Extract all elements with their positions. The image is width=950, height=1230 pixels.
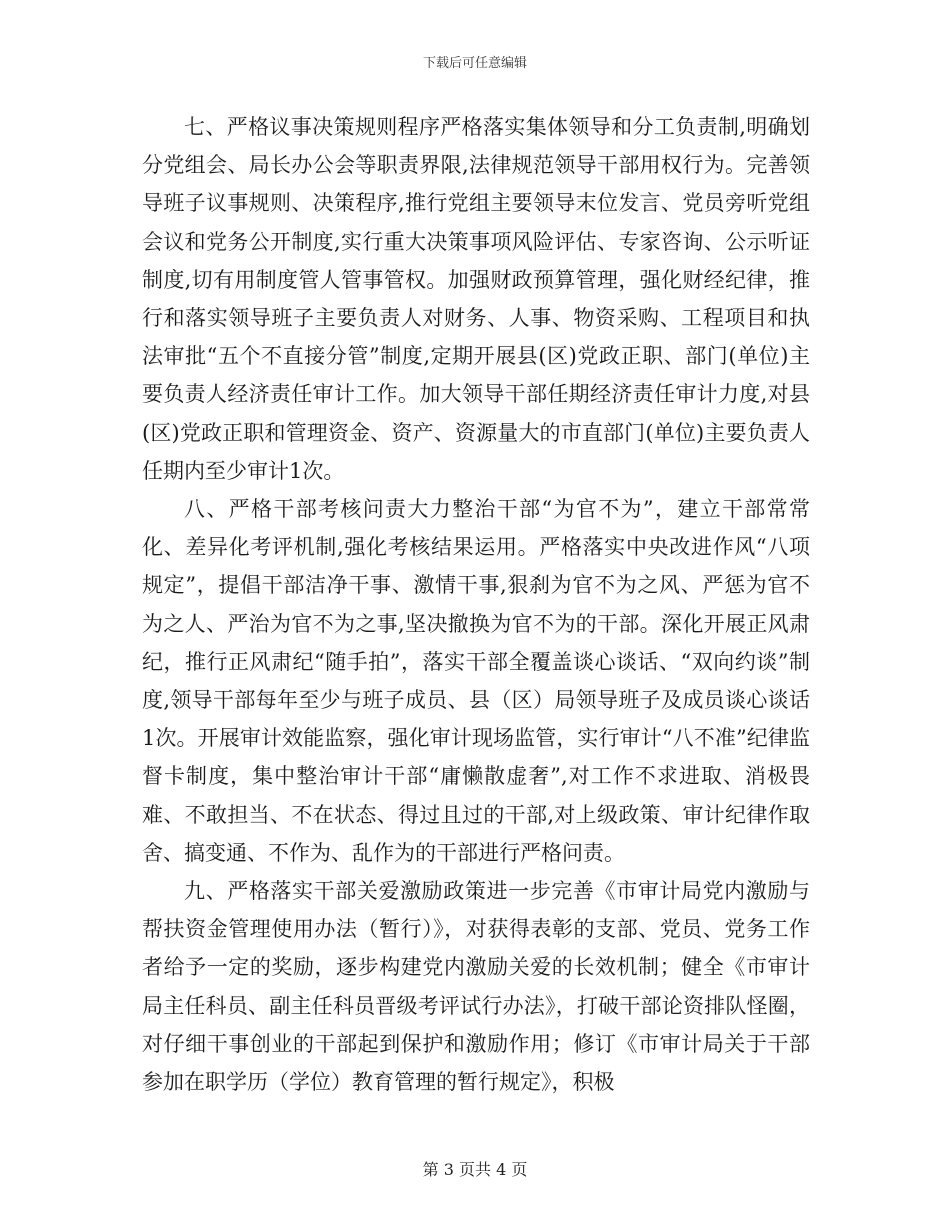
page-number: 第 3 页共 4 页 — [422, 1160, 528, 1179]
paragraph-eight: 八、严格干部考核问责大力整治干部“为官不为”，建立干部常常化、差异化考评机制,强化考核结果运用。严格落实中央改进作风“八项规定”，提倡干部洁净干事、激情干事,狠刹为官不为之风、严惩为官不为之人、严治为官不为之事,坚决撤换为官不为的干部。深化开展正风肃纪，推行正风肃纪“随手拍”，落实干部全覆盖谈心谈话、“双向约谈”制度,领导干部每年至少与班子成员、县（区）局领导班子及成员谈心谈话1次。开展审计效能监察，强化审计现场监管，实行审计“八不准”纪律监督卡制度，集中整治审计干部“庸懒散虚奢”,对工作不求进取、消极畏难、不敢担当、不在状态、得过且过的干部,对上级政策、审计纪律作取舍、搞变通、不作为、乱作为的干部进行严格问责。 — [142, 497, 810, 865]
paragraph-seven: 七、严格议事决策规则程序严格落实集体领导和分工负责制,明确划分党组会、局长办公会等职责界限,法律规范领导干部用权行为。完善领导班子议事规则、决策程序,推行党组主要领导末位发言、党员旁听党组会议和党务公开制度,实行重大决策事项风险评估、专家咨询、公示听证制度,切有用制度管人管事管权。加强财政预算管理，强化财经纪律，推行和落实领导班子主要负责人对财务、人事、物资采购、工程项目和执法审批“五个不直接分管”制度,定期开展县(区)党政正职、部门(单位)主要负责人经济责任审计工作。加大领导干部任期经济责任审计力度,对县(区)党政正职和管理资金、资产、资源量大的市直部门(单位)主要负责人任期内至少审计1次。 — [142, 115, 810, 483]
page-header-note: 下载后可任意编辑 — [422, 56, 527, 71]
document-body — [142, 108, 810, 1101]
paragraph-nine: 九、严格落实干部关爱激励政策进一步完善《市审计局党内激励与帮扶资金管理使用办法（暂行）》，对获得表彰的支部、党员、党务工作者给予一定的奖励，逐步构建党内激励关爱的长效机制；健全《市审计局主任科员、副主任科员晋级考评试行办法》，打破干部论资排队怪圈，对仔细干事创业的干部起到保护和激励作用；修订《市审计局关于干部参加在职学历（学位）教育管理的暂行规定》，积极 — [142, 879, 810, 1095]
